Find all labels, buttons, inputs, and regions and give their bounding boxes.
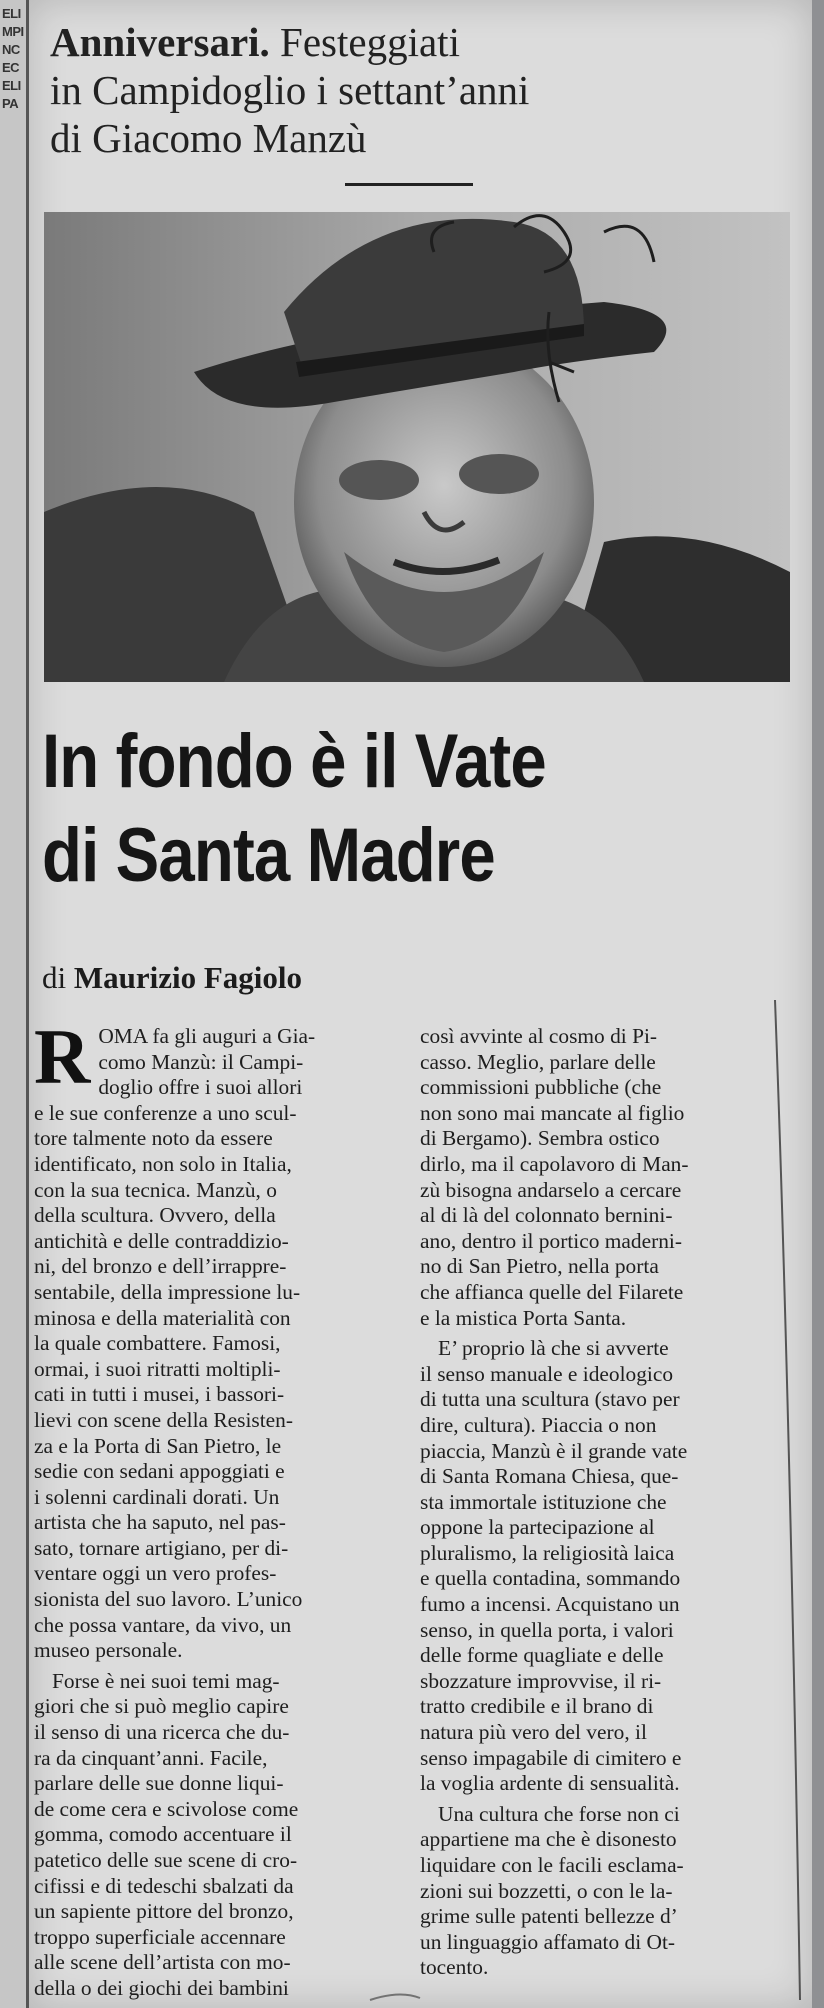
article-text-line: e le sue conferenze a uno scul- [34, 1100, 297, 1125]
article-text-line: cati in tutti i musei, i bassori- [34, 1382, 285, 1407]
article-text-line: della scultura. Ovvero, della [34, 1203, 276, 1228]
article-text-line: così avvinte al cosmo di Pi- [420, 1024, 658, 1048]
margin-fragment: EC [2, 60, 20, 75]
article-text-line: appartiene ma che è disonesto [420, 1827, 677, 1852]
article-text-line: gomma, comodo accentuare il [34, 1822, 292, 1847]
article-text-line: doglio offre i suoi allori [98, 1075, 303, 1100]
margin-fragment: MPI [2, 24, 24, 39]
kicker-headline [50, 18, 770, 162]
article-text-line: un linguaggio affamato di Ot- [420, 1929, 676, 1954]
article-text-line: OMA fa gli auguri a Gia- [98, 1024, 316, 1048]
article-column-right [420, 1024, 772, 1981]
article-text-line: sato, tornare artigiano, per di- [34, 1535, 289, 1560]
article-text-line: casso. Meglio, parlare delle [420, 1049, 656, 1074]
article-text-line: della o dei giochi dei bambini [34, 1975, 289, 2000]
headline-line-2: di Santa Madre [42, 813, 495, 898]
article-text-line: de come cera e scivolose come [34, 1796, 299, 1821]
portrait-photo [44, 212, 790, 682]
article-text-line: sta immortale istituzione che [420, 1489, 667, 1514]
article-text-line: sentabile, della impressione lu- [34, 1279, 301, 1304]
article-text-line: senso, in quella porta, i valori [420, 1617, 674, 1642]
article-text-line: delle forme quagliate e delle [420, 1643, 664, 1668]
article-text-line: troppo superficiale accennare [34, 1924, 286, 1949]
article-text-line: sionista del suo lavoro. L’unico [34, 1587, 303, 1612]
article-text-line: tore talmente noto da essere [34, 1126, 273, 1151]
kicker-bold: Anniversari. [50, 19, 270, 65]
article-text-line: grime sulle patenti bellezze d’ [420, 1904, 678, 1929]
margin-fragment: ELI [2, 6, 21, 21]
kicker-line-2: in Campidoglio i settant’anni [50, 67, 530, 113]
article-text-line: dirlo, ma il capolavoro di Man- [420, 1151, 689, 1176]
article-text-line: cifissi e di tedeschi sbalzati da [34, 1873, 294, 1898]
article-text-line: no di San Pietro, nella porta [420, 1254, 659, 1279]
article-text-line: zioni sui bozzetti, o con le la- [420, 1878, 673, 1903]
article-text-line: pluralismo, la religiosità laica [420, 1540, 675, 1565]
article-text-line: parlare delle sue donne liqui- [34, 1771, 284, 1796]
article-text-line: lievi con scene della Resisten- [34, 1407, 293, 1432]
article-text-line: con la sua tecnica. Manzù, o [34, 1177, 277, 1202]
article-column-left [34, 1013, 386, 2002]
article-text-line: ni, del bronzo e dell’irrappre- [34, 1254, 287, 1279]
article-text-line: il senso di una ricerca che du- [34, 1720, 290, 1745]
article-text-line: tratto credibile e il brano di [420, 1694, 654, 1719]
article-text-line: ormai, i suoi ritratti moltipli- [34, 1356, 281, 1381]
article-text-line: oppone la partecipazione al [420, 1515, 655, 1540]
handwritten-underline [345, 183, 473, 186]
article-text-line: la voglia ardente di sensualità. [420, 1771, 680, 1796]
article-text-line: Una cultura che forse non ci [438, 1801, 680, 1826]
byline [42, 960, 302, 996]
article-text-line: museo personale. [34, 1638, 183, 1663]
article-text-line: za e la Porta di San Pietro, le [34, 1433, 282, 1458]
article-text-line: commissioni pubbliche (che [420, 1075, 662, 1100]
article-text-line: ventare oggi un vero profes- [34, 1561, 277, 1586]
article-text-line: fumo a incensi. Acquistano un [420, 1592, 680, 1617]
drop-cap: R [34, 1013, 91, 1100]
article-text-line: e quella contadina, sommando [420, 1566, 681, 1591]
portrait-photo-icon [44, 212, 790, 682]
article-text-line: E’ proprio là che si avverte [438, 1336, 669, 1361]
article-text-line: che possa vantare, da vivo, un [34, 1612, 292, 1637]
article-text-line: i solenni cardinali dorati. Un [34, 1484, 280, 1509]
article-text-line: ano, dentro il portico maderni- [420, 1228, 682, 1253]
article-text-line: e la mistica Porta Santa. [420, 1305, 627, 1330]
article-headline [42, 715, 678, 903]
article-text-line: sbozzature improvvise, il ri- [420, 1668, 662, 1693]
margin-fragment: PA [2, 96, 19, 111]
article-text-line: non sono mai mancate al figlio [420, 1100, 685, 1125]
byline-prefix: di [42, 960, 67, 995]
article-text-line: artista che ha saputo, nel pas- [34, 1510, 286, 1535]
margin-fragment: NC [2, 42, 20, 57]
article-text-line: dire, cultura). Piaccia o non [420, 1412, 657, 1437]
headline-line-1: In fondo è il Vate [42, 719, 546, 804]
article-text-line: alle scene dell’artista con mo- [34, 1950, 291, 1975]
article-text-line: di tutta una scultura (stavo per [420, 1387, 680, 1412]
adjacent-clipping-edge [0, 0, 28, 2008]
article-text-line: liquidare con le facili esclama- [420, 1853, 684, 1877]
article-text-line: patetico delle sue scene di cro- [34, 1848, 298, 1872]
kicker-rest: Festeggiati [269, 19, 460, 65]
article-text-line: zù bisogna andarselo a cercare [420, 1177, 682, 1202]
byline-author: Maurizio Fagiolo [73, 960, 303, 995]
clipping-fold-edge [26, 0, 29, 2008]
article-text-line: il senso manuale e ideologico [420, 1361, 674, 1386]
article-text-line: como Manzù: il Campi- [98, 1049, 304, 1074]
article-text-line: di Santa Romana Chiesa, que- [420, 1464, 679, 1489]
article-text-line: giori che si può meglio capire [34, 1694, 289, 1719]
article-text-line: al di là del colonnato bernini- [420, 1203, 673, 1228]
article-text-line: ra da cinquant’anni. Facile, [34, 1745, 268, 1770]
article-text-line: di Bergamo). Sembra ostico [420, 1126, 660, 1151]
article-text-line: piaccia, Manzù è il grande vate [420, 1438, 688, 1463]
article-text-line: Forse è nei suoi temi mag- [52, 1668, 280, 1693]
article-text-line: antichità e delle contraddizio- [34, 1228, 289, 1253]
kicker-line-3: di Giacomo Manzù [50, 115, 367, 161]
margin-fragment: ELI [2, 78, 21, 93]
article-text-line: identificato, non solo in Italia, [34, 1151, 292, 1176]
article-text-line: la quale combattere. Famosi, [34, 1331, 281, 1356]
article-text-line: tocento. [420, 1955, 489, 1980]
article-text-line: senso impagabile di cimitero e [420, 1745, 682, 1770]
article-text-line: minosa e della materialità con [34, 1305, 291, 1330]
article-text-line: natura più vero del vero, il [420, 1720, 647, 1745]
article-text-line: che affianca quelle del Filarete [420, 1279, 684, 1304]
article-text-line: sedie con sedani appoggiati e [34, 1459, 285, 1484]
article-text-line: un sapiente pittore del bronzo, [34, 1899, 294, 1924]
kicker-line-1 [50, 18, 770, 66]
